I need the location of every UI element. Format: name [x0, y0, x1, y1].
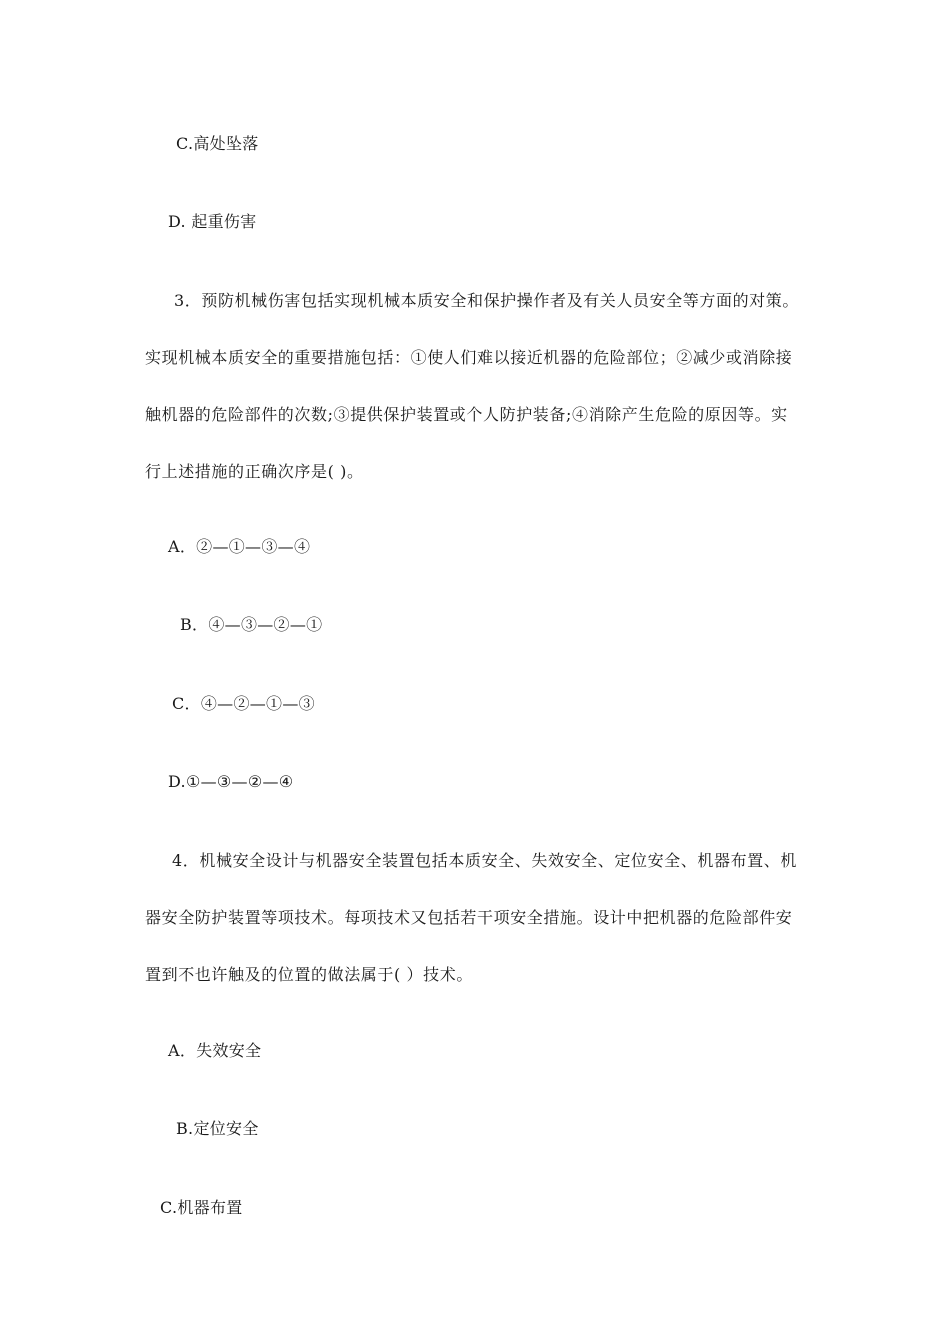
q4-stem-line-3: 置到不也许触及的位置的做法属于( ）技术。	[145, 965, 473, 984]
q4-option-a: A．失效安全	[168, 1041, 262, 1060]
q3-option-b: B．④—③—②—①	[180, 615, 323, 634]
q3-option-c: C．④—②—①—③	[172, 694, 315, 713]
q4-stem-line-2: 器安全防护装置等项技术。每项技术又包括若干项安全措施。设计中把机器的危险部件安	[145, 908, 793, 927]
q2-option-d: D. 起重伤害	[168, 212, 257, 231]
q2-option-c: C.高处坠落	[176, 134, 259, 153]
q3-option-d: D.①—③—②—④	[168, 772, 294, 791]
q3-stem-line-2: 实现机械本质安全的重要措施包括：①使人们难以接近机器的危险部位；②减少或消除接	[145, 348, 793, 367]
q4-stem-line-1: 4．机械安全设计与机器安全装置包括本质安全、失效安全、定位安全、机器布置、机	[172, 851, 797, 870]
q4-option-c: C.机器布置	[160, 1198, 243, 1217]
q3-stem-line-3: 触机器的危险部件的次数;③提供保护装置或个人防护装备;④消除产生危险的原因等。实	[145, 405, 788, 424]
q4-option-b: B.定位安全	[176, 1119, 259, 1138]
q3-stem-line-1: 3．预防机械伤害包括实现机械本质安全和保护操作者及有关人员安全等方面的对策。	[174, 291, 799, 310]
q3-option-a: A．②—①—③—④	[168, 537, 311, 556]
q3-stem-line-4: 行上述措施的正确次序是( )。	[145, 462, 364, 481]
